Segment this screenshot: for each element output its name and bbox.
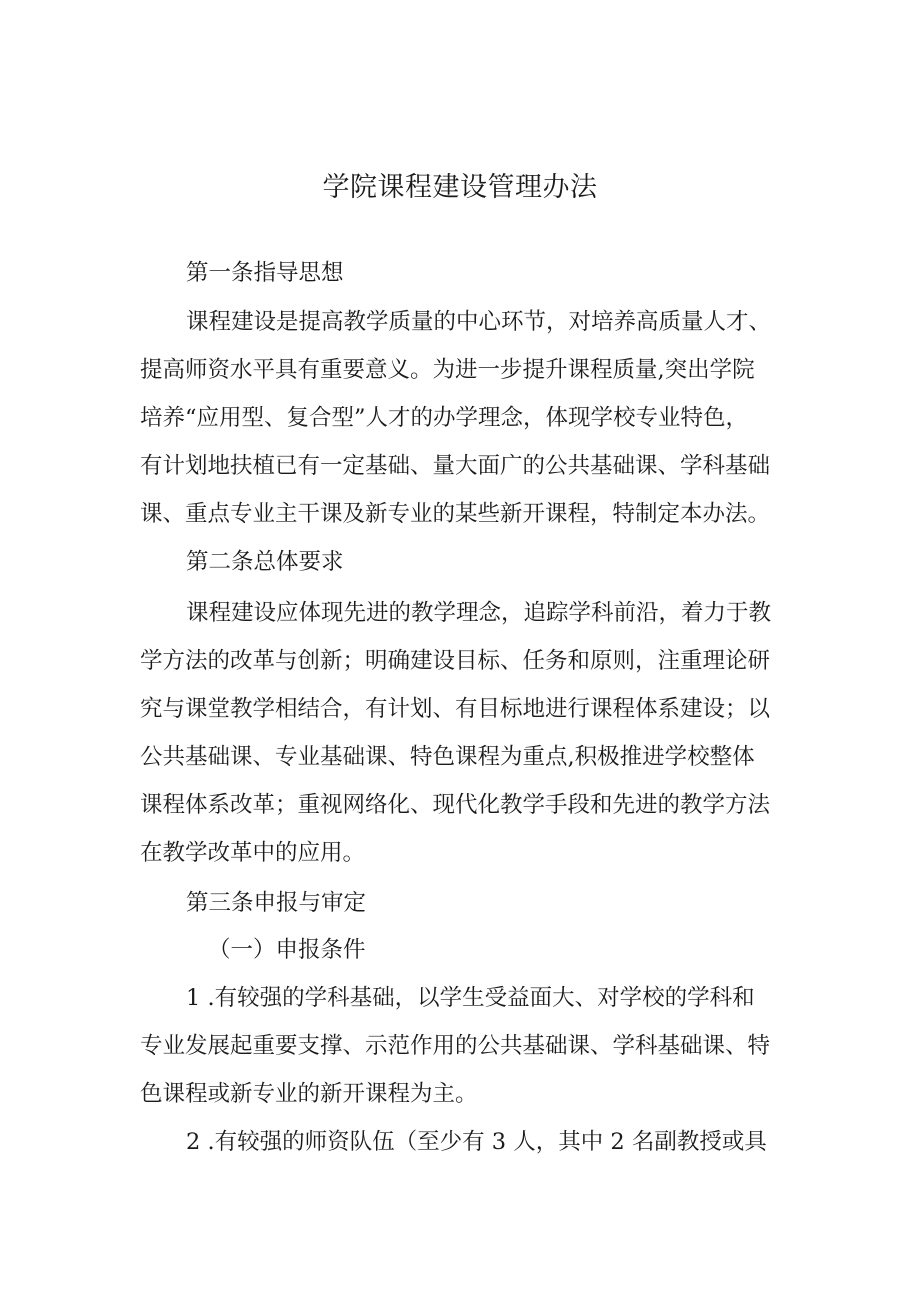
paragraph-line: 课程体系改革；重视网络化、现代化教学手段和先进的教学方法 <box>140 792 771 818</box>
sub-heading: （一）申报条件 <box>208 937 366 963</box>
section-heading-2: 第二条总体要求 <box>186 549 344 575</box>
paragraph-line: 2 .有较强的师资队伍（至少有 3 人，其中 2 名副教授或具 <box>186 1129 767 1155</box>
paragraph-line: 色课程或新专业的新开课程为主。 <box>140 1081 478 1107</box>
paragraph-line: 提高师资水平具有重要意义。为进一步提升课程质量,突出学院 <box>140 357 755 383</box>
paragraph-line: 在教学改革中的应用。 <box>140 840 366 866</box>
section-heading-3: 第三条申报与审定 <box>186 890 367 916</box>
paragraph-line: 公共基础课、专业基础课、特色课程为重点,积极推进学校整体 <box>140 744 755 770</box>
paragraph-line: 课程建设是提高教学质量的中心环节，对培养高质量人才、 <box>186 309 772 335</box>
paragraph-line: 课、重点专业主干课及新专业的某些新开课程，特制定本办法。 <box>140 501 771 527</box>
paragraph-line: 课程建设应体现先进的教学理念，追踪学科前沿，着力于教 <box>186 600 772 626</box>
paragraph-line: 究与课堂教学相结合，有计划、有目标地进行课程体系建设；以 <box>140 696 771 722</box>
paragraph-line: 1 .有较强的学科基础，以学生受益面大、对学校的学科和 <box>186 985 755 1011</box>
paragraph-line: 有计划地扶植已有一定基础、量大面广的公共基础课、学科基础 <box>140 453 771 479</box>
section-heading-1: 第一条指导思想 <box>186 260 344 286</box>
paragraph-line: 学方法的改革与创新；明确建设目标、任务和原则，注重理论研 <box>140 648 771 674</box>
paragraph-line: 专业发展起重要支撑、示范作用的公共基础课、学科基础课、特 <box>140 1033 771 1059</box>
paragraph-line: 培养“应用型、复合型”人才的办学理念，体现学校专业特色， <box>140 405 749 431</box>
document-title: 学院课程建设管理办法 <box>322 172 598 203</box>
